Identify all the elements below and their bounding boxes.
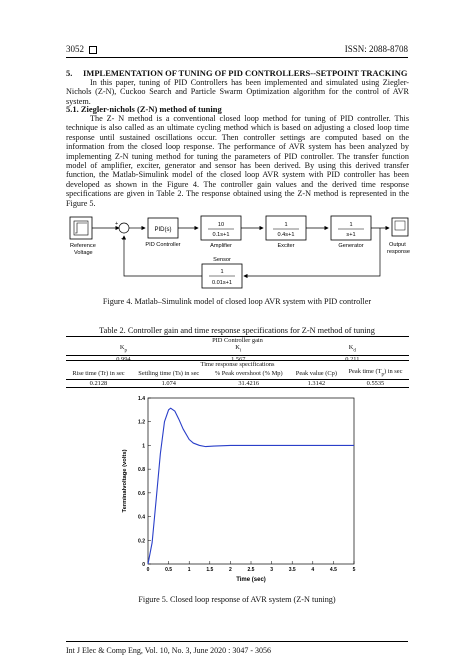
y-tick-label: 1.2 xyxy=(138,419,145,426)
footer: Int J Elec & Comp Eng, Vol. 10, No. 3, June 2020 : 3047 - 3056 xyxy=(66,646,272,655)
spec-col-peak-value: Peak value (Cp) xyxy=(291,368,342,379)
sensor-label: Sensor xyxy=(213,257,231,263)
y-tick-label: 0.8 xyxy=(138,467,145,474)
generator-label: Generator xyxy=(338,243,364,249)
spec-rise-value: 0.2128 xyxy=(66,379,131,387)
simulink-diagram xyxy=(66,206,411,294)
table-2-caption: Table 2. Controller gain and time response specifications for Z-N method of tuning xyxy=(99,326,375,335)
sum-junction xyxy=(119,223,129,233)
section-51-paragraph: The Z- N method is a conventional closed loop method for tuning of PID controller. This technique is also called as an ultimate cycling method which is based on adjusting a closed loop time response until sustained oscillations occur. Then controller settings are computed based on the information from the closed loop response. The performance of AVR system has been analyzed by implementing Z-N tuning method for tuning the parameters of PID controller. The transfer function model of amplifier, exciter, generator and sensor has been derived. By using this derived transfer function, the Matlab-Simulink model of the closed loop AVR system with PID controller has been developed as shown in the Figure 4. The controller gain values and the derived time response specifications are given in Table 2. The response obtained using the Z-N method is represented in the Figure 5. xyxy=(66,114,409,208)
kp-header: $K_p$ xyxy=(66,344,181,355)
exciter-numerator: 1 xyxy=(284,222,288,228)
x-tick-label: 1.5 xyxy=(206,567,214,573)
table-2-specs xyxy=(66,360,409,388)
header-rule xyxy=(66,57,408,58)
spec-peak-value-value: 1.3142 xyxy=(291,379,342,387)
sum-minus: - xyxy=(121,236,123,242)
spec-col-peak-time: Peak time $(T_p)$ in sec xyxy=(342,368,409,379)
output-label-2: response xyxy=(387,249,411,255)
x-tick-label: 1 xyxy=(187,567,191,573)
amplifier-denominator: 0.1s+1 xyxy=(212,232,230,238)
amplifier-numerator: 10 xyxy=(217,222,225,228)
generator-numerator: 1 xyxy=(349,222,353,228)
scope-block xyxy=(392,218,408,236)
ki-value: 1.567 xyxy=(231,355,246,363)
y-tick-label: 1.4 xyxy=(138,396,145,402)
spec-col-settling: Settling time (Ts) in sec xyxy=(131,368,207,379)
page-number: 3052 xyxy=(66,44,97,54)
exciter-denominator: 0.4s+1 xyxy=(277,232,295,238)
sensor-numerator: 1 xyxy=(220,269,224,275)
spec-overshoot-value: 31.4216 xyxy=(207,379,291,387)
response-chart xyxy=(112,392,362,588)
y-axis-label: Terminalvoltage (volts) xyxy=(122,449,128,513)
y-tick-label: 0.6 xyxy=(138,490,145,497)
figure-5-caption: Figure 5. Closed loop response of AVR system (Z-N tuning) xyxy=(138,595,336,604)
amplifier-label: Amplifier xyxy=(210,243,232,249)
spec-col-overshoot: % Peak overshoot (% Mp) xyxy=(207,368,291,379)
spec-settling-value: 1.074 xyxy=(131,379,207,387)
x-tick-label: 4.5 xyxy=(329,567,337,573)
pid-symbol: PID(s) xyxy=(154,227,172,233)
spec-peak-time-value: 0.5535 xyxy=(342,379,409,387)
output-label-1: Output xyxy=(389,242,406,248)
section-51-heading: 5.1. Ziegler-nichols (Z-N) method of tuning xyxy=(66,104,222,114)
sensor-denominator: 0.01s+1 xyxy=(211,280,233,286)
plot-area xyxy=(148,398,354,564)
gain-header: PID Controller gain xyxy=(66,337,409,345)
reference-label-2: Voltage xyxy=(74,250,93,256)
x-axis-label: Time (sec) xyxy=(236,577,266,583)
y-tick-label: 0.2 xyxy=(138,538,145,545)
issn: ISSN: 2088-8708 xyxy=(344,44,408,54)
y-tick-label: 1 xyxy=(142,443,145,450)
x-tick-label: 3 xyxy=(270,567,273,573)
reference-voltage-block xyxy=(70,217,92,239)
figure-4-caption: Figure 4. Matlab–Simulink model of closed loop AVR system with PID controller xyxy=(102,297,372,306)
kd-header: $K_d$ xyxy=(296,344,409,355)
footer-rule xyxy=(66,641,408,642)
section-5-heading: 5. IMPLEMENTATION OF TUNING OF PID CONTROLLERS--SETPOINT TRACKING xyxy=(66,68,408,78)
x-tick-label: 4 xyxy=(311,567,315,573)
sum-plus: + xyxy=(115,221,119,227)
kd-value: 0.211 xyxy=(345,355,360,363)
generator-denominator: s+1 xyxy=(346,232,356,238)
exciter-label: Exciter xyxy=(277,243,295,249)
y-tick-label: 0 xyxy=(142,562,145,568)
square-icon xyxy=(89,46,97,54)
kp-value: 0.994 xyxy=(116,355,131,363)
x-tick-label: 0 xyxy=(146,567,150,573)
table-2 xyxy=(66,336,409,363)
pid-label: PID Controller xyxy=(145,242,181,248)
section-5-paragraph: In this paper, tuning of PID Controllers has been implemented and simulated using Ziegler-Nichols (Z-N), Cuckoo Search and Particle Swarm Optimization algorithm for the control of AVR system. xyxy=(66,78,409,106)
y-tick-label: 0.4 xyxy=(138,514,145,521)
x-tick-label: 5 xyxy=(352,567,356,573)
x-tick-label: 2.5 xyxy=(247,567,255,573)
x-tick-label: 2 xyxy=(229,567,232,573)
spec-header: Time response specifications xyxy=(66,361,409,369)
x-tick-label: 3.5 xyxy=(288,567,296,573)
x-tick-label: 0.5 xyxy=(165,567,173,573)
spec-col-rise: Rise time (Tr) in sec xyxy=(66,368,131,379)
reference-label-1: Reference xyxy=(70,243,96,249)
ki-header: $K_i$ xyxy=(181,344,296,355)
